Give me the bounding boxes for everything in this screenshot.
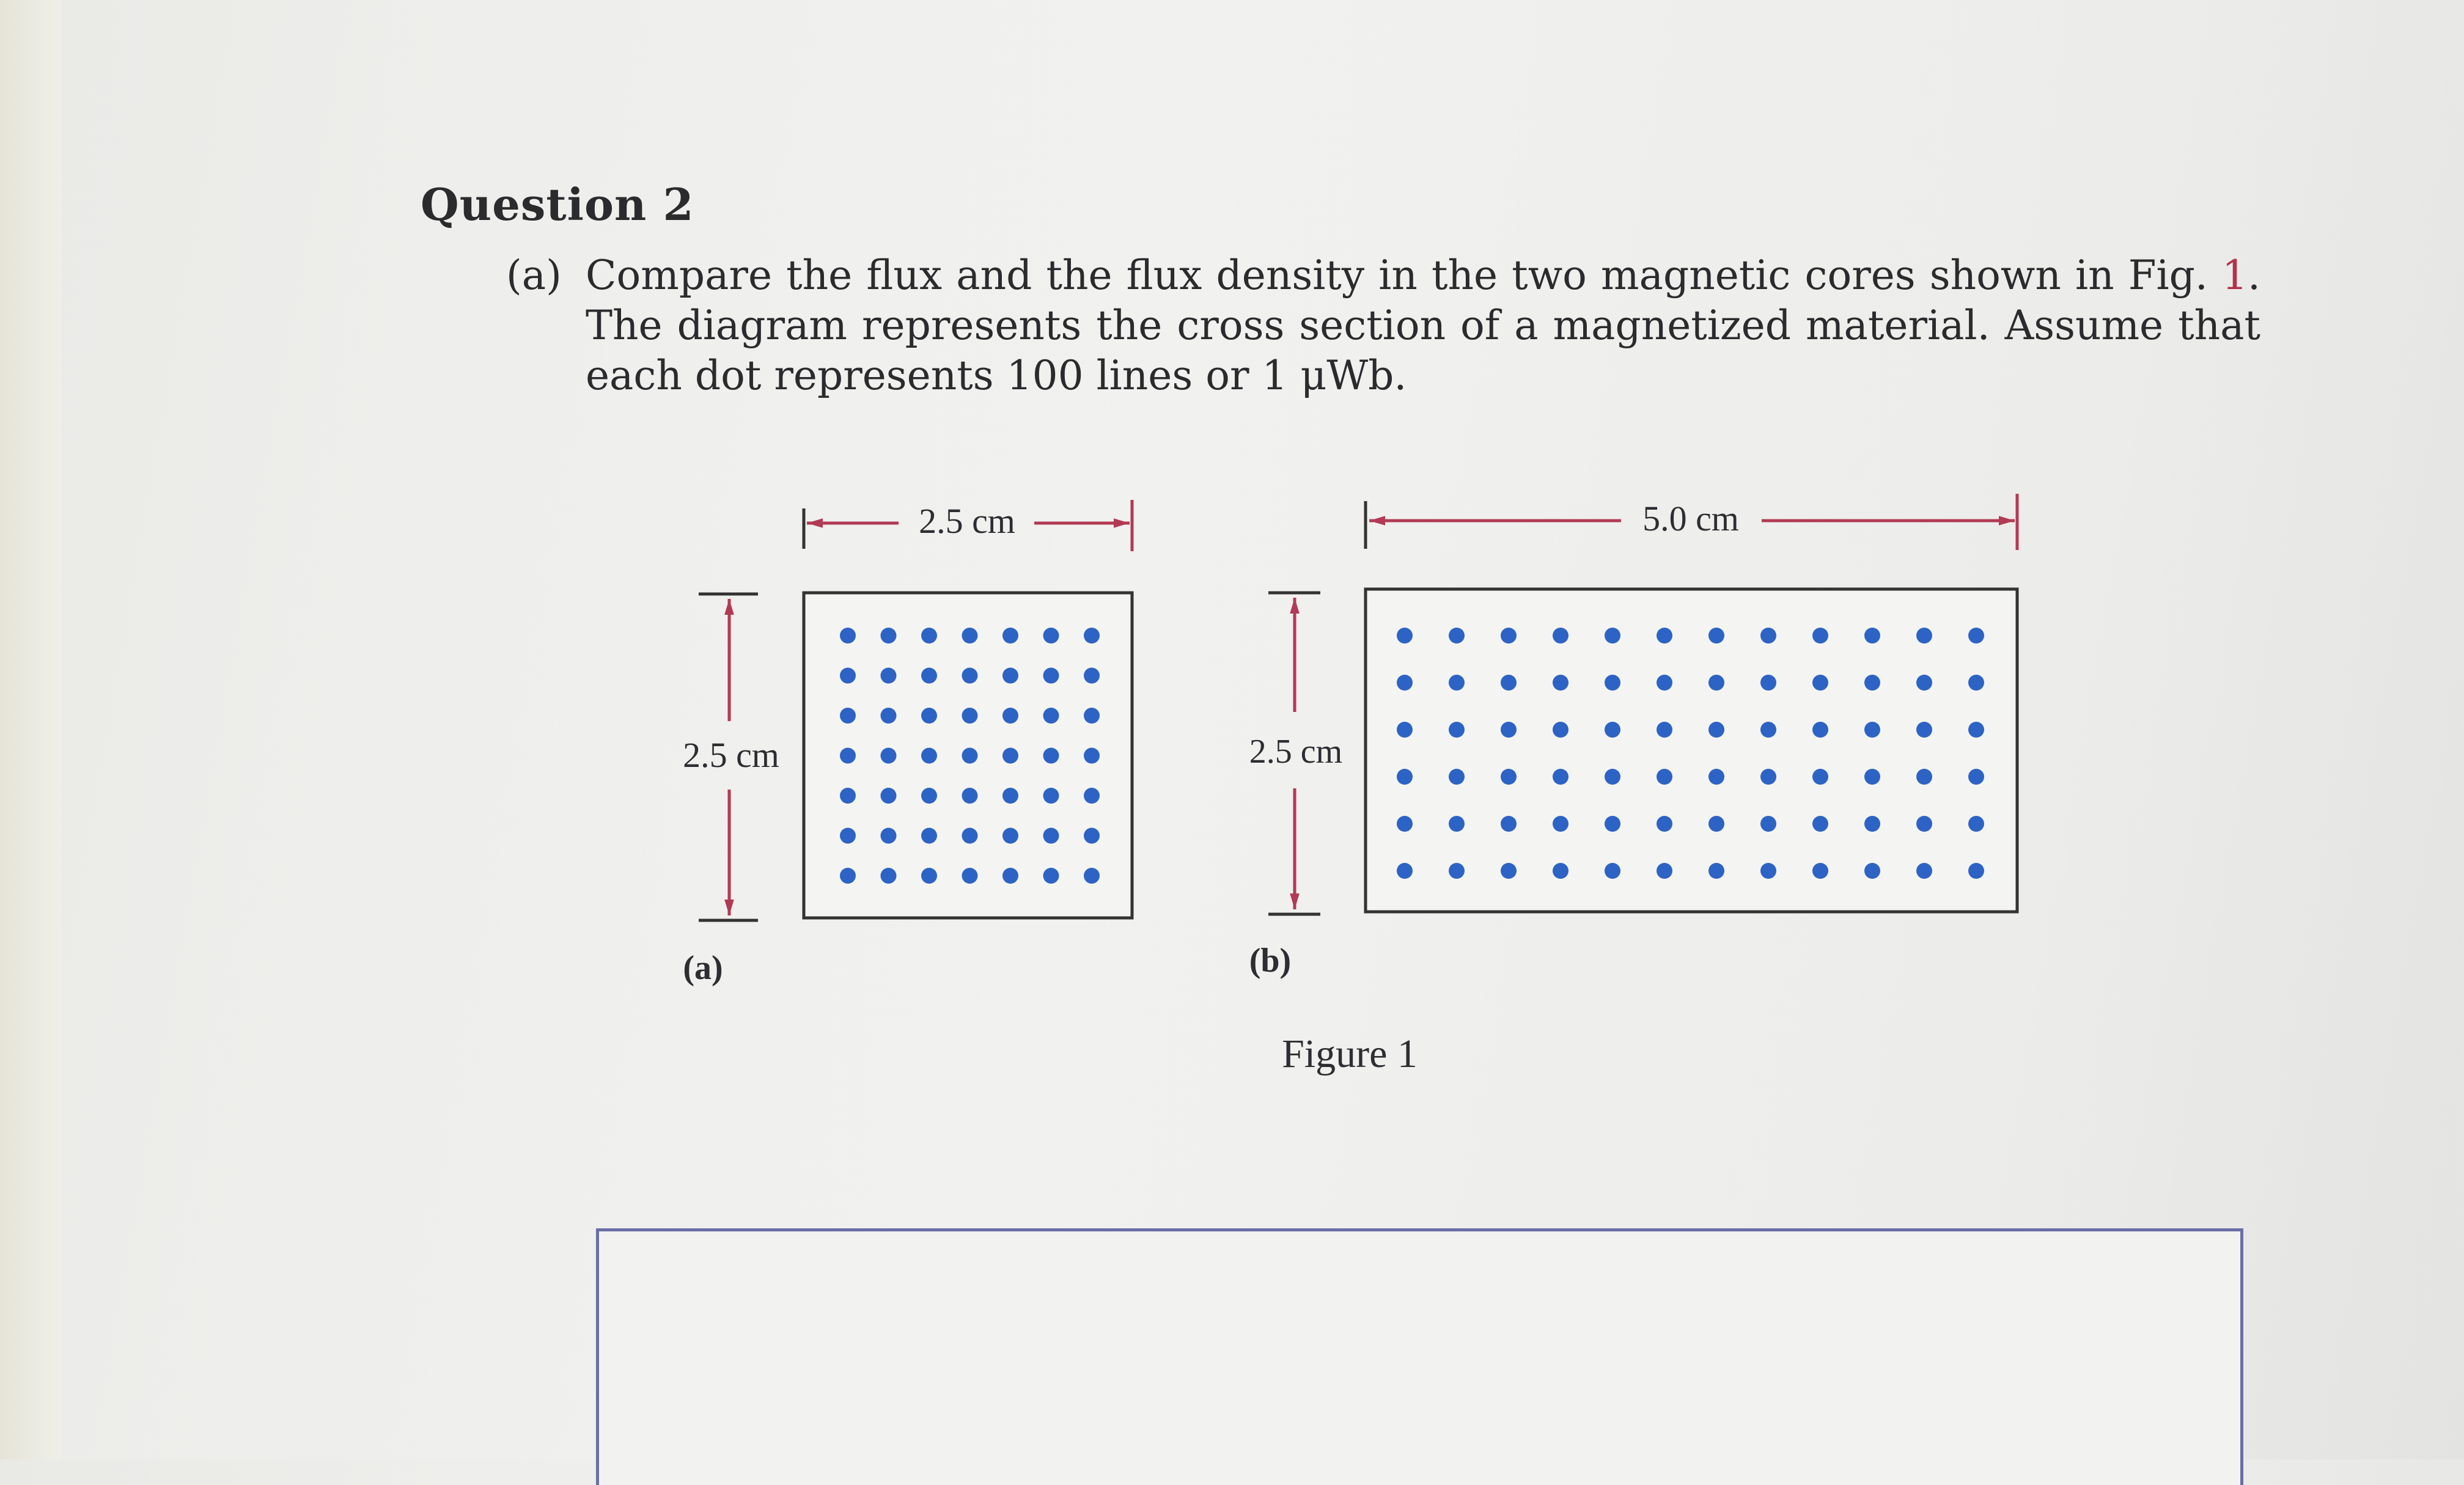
flux-dot	[1916, 722, 1932, 738]
flux-dot	[1760, 628, 1776, 644]
flux-dot	[962, 828, 978, 844]
flux-dot	[1864, 675, 1880, 691]
flux-dot	[1657, 628, 1672, 644]
flux-dot	[1002, 708, 1018, 724]
flux-dot	[1084, 628, 1100, 644]
flux-dot	[1760, 722, 1776, 738]
flux-dot	[881, 708, 897, 724]
flux-dot	[881, 668, 897, 684]
flux-dot	[1968, 722, 1984, 738]
flux-dot	[1605, 628, 1620, 644]
flux-dot	[1002, 748, 1018, 764]
flux-dot	[1864, 863, 1880, 879]
flux-dot	[1864, 628, 1880, 644]
flux-dot	[1501, 628, 1517, 644]
panel-b-width-label: 5.0 cm	[1642, 499, 1739, 538]
figure-reference-link[interactable]: 1	[2222, 252, 2248, 299]
flux-dot	[1449, 628, 1465, 644]
flux-dot	[1916, 863, 1932, 879]
question-heading: Question 2	[421, 178, 694, 230]
flux-dot	[1553, 628, 1569, 644]
flux-dot	[1449, 863, 1465, 879]
part-label: (a)	[506, 252, 562, 299]
flux-dot	[881, 828, 897, 844]
flux-dot	[840, 748, 856, 764]
flux-dot	[1002, 828, 1018, 844]
flux-dot	[1397, 769, 1413, 785]
flux-dot	[1708, 816, 1724, 832]
flux-dot	[1084, 788, 1100, 804]
flux-dot	[1708, 628, 1724, 644]
flux-dot	[1084, 708, 1100, 724]
panel-b-height-label: 2.5 cm	[1249, 733, 1343, 771]
flux-dot	[921, 788, 937, 804]
flux-dot	[840, 628, 856, 644]
flux-dot	[1002, 668, 1018, 684]
flux-dot	[1084, 868, 1100, 884]
flux-dot	[1397, 628, 1413, 644]
flux-dot	[962, 708, 978, 724]
figure-caption: Figure 1	[1282, 1032, 1418, 1076]
question-text-start: Compare the flux and the flux density in the two magnetic cores shown in Fig.	[586, 252, 2208, 299]
flux-dot	[1760, 816, 1776, 832]
flux-dot	[921, 748, 937, 764]
flux-dot	[1812, 863, 1828, 879]
flux-dot	[1043, 628, 1059, 644]
flux-dot	[921, 868, 937, 884]
flux-dot	[1968, 675, 1984, 691]
flux-dot	[1397, 863, 1413, 879]
flux-dot	[1449, 675, 1465, 691]
flux-dot	[1605, 863, 1620, 879]
flux-dot	[921, 828, 937, 844]
flux-dot	[1501, 769, 1517, 785]
flux-dot	[1916, 816, 1932, 832]
flux-dot	[1501, 675, 1517, 691]
panel-a	[683, 500, 1132, 987]
flux-dot	[1760, 675, 1776, 691]
panel-a-height-dimension	[683, 594, 779, 920]
flux-dot	[1397, 675, 1413, 691]
panel-b	[1249, 494, 2017, 980]
flux-dot	[962, 668, 978, 684]
flux-dot	[1449, 722, 1465, 738]
flux-dot	[840, 708, 856, 724]
flux-dot	[1084, 668, 1100, 684]
flux-dot	[1812, 675, 1828, 691]
flux-dot	[1553, 816, 1569, 832]
flux-dot	[1760, 769, 1776, 785]
flux-dot	[1864, 769, 1880, 785]
panel-b-label: (b)	[1249, 942, 1292, 980]
flux-dot	[1708, 722, 1724, 738]
flux-dot	[881, 788, 897, 804]
flux-dot	[840, 828, 856, 844]
flux-dot	[1449, 769, 1465, 785]
flux-dot	[1812, 628, 1828, 644]
flux-dot	[1084, 828, 1100, 844]
panel-a-label: (a)	[683, 949, 723, 987]
flux-dot	[1657, 863, 1672, 879]
flux-dot	[1760, 863, 1776, 879]
flux-dot	[1916, 628, 1932, 644]
question-text-end: . The diagram represents the cross section of a magnetized material. Assume that each dot represents 100 lines or 1 μWb.	[586, 252, 2260, 399]
flux-dot	[1657, 816, 1672, 832]
flux-dot	[840, 668, 856, 684]
flux-dot	[1657, 722, 1672, 738]
flux-dot	[1501, 816, 1517, 832]
flux-dot	[1043, 668, 1059, 684]
flux-dot	[1657, 675, 1672, 691]
flux-dot	[1864, 722, 1880, 738]
flux-dot	[1605, 675, 1620, 691]
flux-dot	[1002, 628, 1018, 644]
flux-dot	[1968, 816, 1984, 832]
flux-dot	[840, 788, 856, 804]
panel-b-width-dimension	[1366, 494, 2017, 550]
flux-dot	[1043, 868, 1059, 884]
panel-a-height-label: 2.5 cm	[683, 735, 779, 775]
flux-dot	[921, 668, 937, 684]
flux-dot	[1397, 816, 1413, 832]
flux-dot	[1605, 816, 1620, 832]
flux-dot	[1812, 816, 1828, 832]
flux-dot	[1916, 769, 1932, 785]
flux-dot	[1449, 816, 1465, 832]
flux-dot	[1708, 675, 1724, 691]
flux-dot	[1605, 769, 1620, 785]
flux-dot	[1605, 722, 1620, 738]
flux-dot	[921, 628, 937, 644]
panel-a-width-label: 2.5 cm	[919, 501, 1015, 541]
flux-dot	[1812, 769, 1828, 785]
flux-dot	[962, 748, 978, 764]
flux-dot	[840, 868, 856, 884]
flux-dot	[1968, 863, 1984, 879]
flux-dot	[1002, 788, 1018, 804]
flux-dot	[1864, 816, 1880, 832]
flux-dot	[1501, 722, 1517, 738]
flux-dot	[881, 628, 897, 644]
flux-dot	[1916, 675, 1932, 691]
flux-dot	[1553, 675, 1569, 691]
flux-dot	[1657, 769, 1672, 785]
panel-a-width-dimension	[804, 500, 1132, 551]
flux-dot	[1043, 708, 1059, 724]
flux-dot	[1553, 769, 1569, 785]
flux-dot	[1043, 828, 1059, 844]
answer-input-box[interactable]	[596, 1228, 2243, 1485]
flux-dot	[1812, 722, 1828, 738]
flux-dot	[1002, 868, 1018, 884]
flux-dot	[1084, 748, 1100, 764]
flux-dot	[1708, 769, 1724, 785]
flux-dot	[921, 708, 937, 724]
flux-dot	[1043, 748, 1059, 764]
flux-dot	[962, 868, 978, 884]
flux-dot	[1553, 863, 1569, 879]
panel-b-height-dimension	[1249, 593, 1342, 914]
flux-dot	[1968, 769, 1984, 785]
flux-dot	[1553, 722, 1569, 738]
flux-dot	[881, 748, 897, 764]
flux-dot	[1968, 628, 1984, 644]
flux-dot	[881, 868, 897, 884]
flux-dot	[1397, 722, 1413, 738]
flux-dot	[962, 788, 978, 804]
flux-dot	[1708, 863, 1724, 879]
flux-dot	[1043, 788, 1059, 804]
flux-dot	[1501, 863, 1517, 879]
flux-dot	[962, 628, 978, 644]
